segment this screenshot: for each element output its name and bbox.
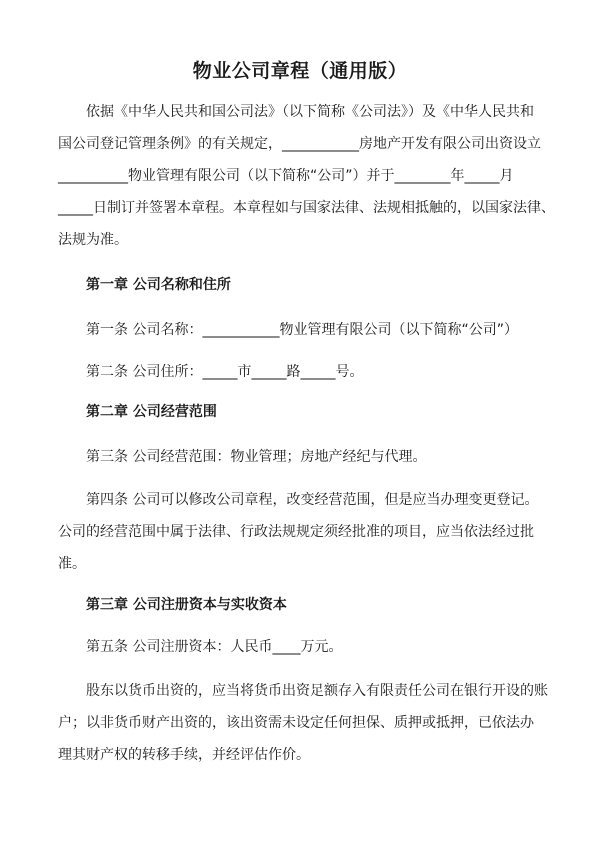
preamble-paragraph [58, 96, 555, 256]
article-4-line: 准。 [58, 556, 86, 572]
article-1-text: 第一条 公司名称：___________物业管理有限公司（以下简称“公司”） [86, 322, 518, 338]
capital-paragraph-line: 户；以非货币财产出资的，该出资需未设定任何担保、质押或抵押，已依法办 [58, 715, 534, 731]
article-4 [58, 484, 548, 580]
article-3 [58, 441, 548, 473]
article-5-text: 第五条 公司注册资本：人民币____万元。 [86, 639, 343, 655]
document-title: 物业公司章程（通用版） [192, 60, 408, 82]
article-1 [58, 314, 548, 346]
article-3-text: 第三条 公司经营范围：物业管理；房地产经纪与代理。 [86, 449, 427, 465]
preamble-line: 国公司登记管理条例》的有关规定，___________房地产开发有限公司出资设立 [58, 136, 541, 152]
article-2 [58, 356, 548, 388]
article-4-line: 第四条 公司可以修改公司章程，改变经营范围，但是应当办理变更登记。 [86, 492, 539, 508]
preamble-line: 依据《中华人民共和国公司法》（以下简称《公司法》）及《中华人民共和 [86, 104, 534, 120]
article-2-text: 第二条 公司住所：_____市_____路_____号。 [86, 364, 364, 380]
preamble-line: _____日制订并签署本章程。本章程如与国家法律、法规相抵触的，以国家法律、 [58, 200, 555, 216]
preamble-line: __________物业管理有限公司（以下简称“公司”）并于________年_____月 [58, 168, 514, 184]
capital-paragraph-line: 股东以货币出资的，应当将货币出资足额存入有限责任公司在银行开设的账 [86, 683, 548, 699]
capital-paragraph-line: 理其财产权的转移手续，并经评估作价。 [58, 747, 310, 763]
capital-paragraph [58, 675, 548, 771]
article-5 [58, 631, 548, 663]
preamble-line: 法规为准。 [58, 232, 128, 248]
chapter-3-heading: 第三章 公司注册资本与实收资本 [86, 597, 287, 613]
article-4-line: 公司的经营范围中属于法律、行政法规规定须经批准的项目，应当依法经过批 [58, 524, 534, 540]
chapter-2-heading: 第二章 公司经营范围 [86, 404, 217, 420]
chapter-1-heading: 第一章 公司名称和住所 [86, 277, 231, 293]
